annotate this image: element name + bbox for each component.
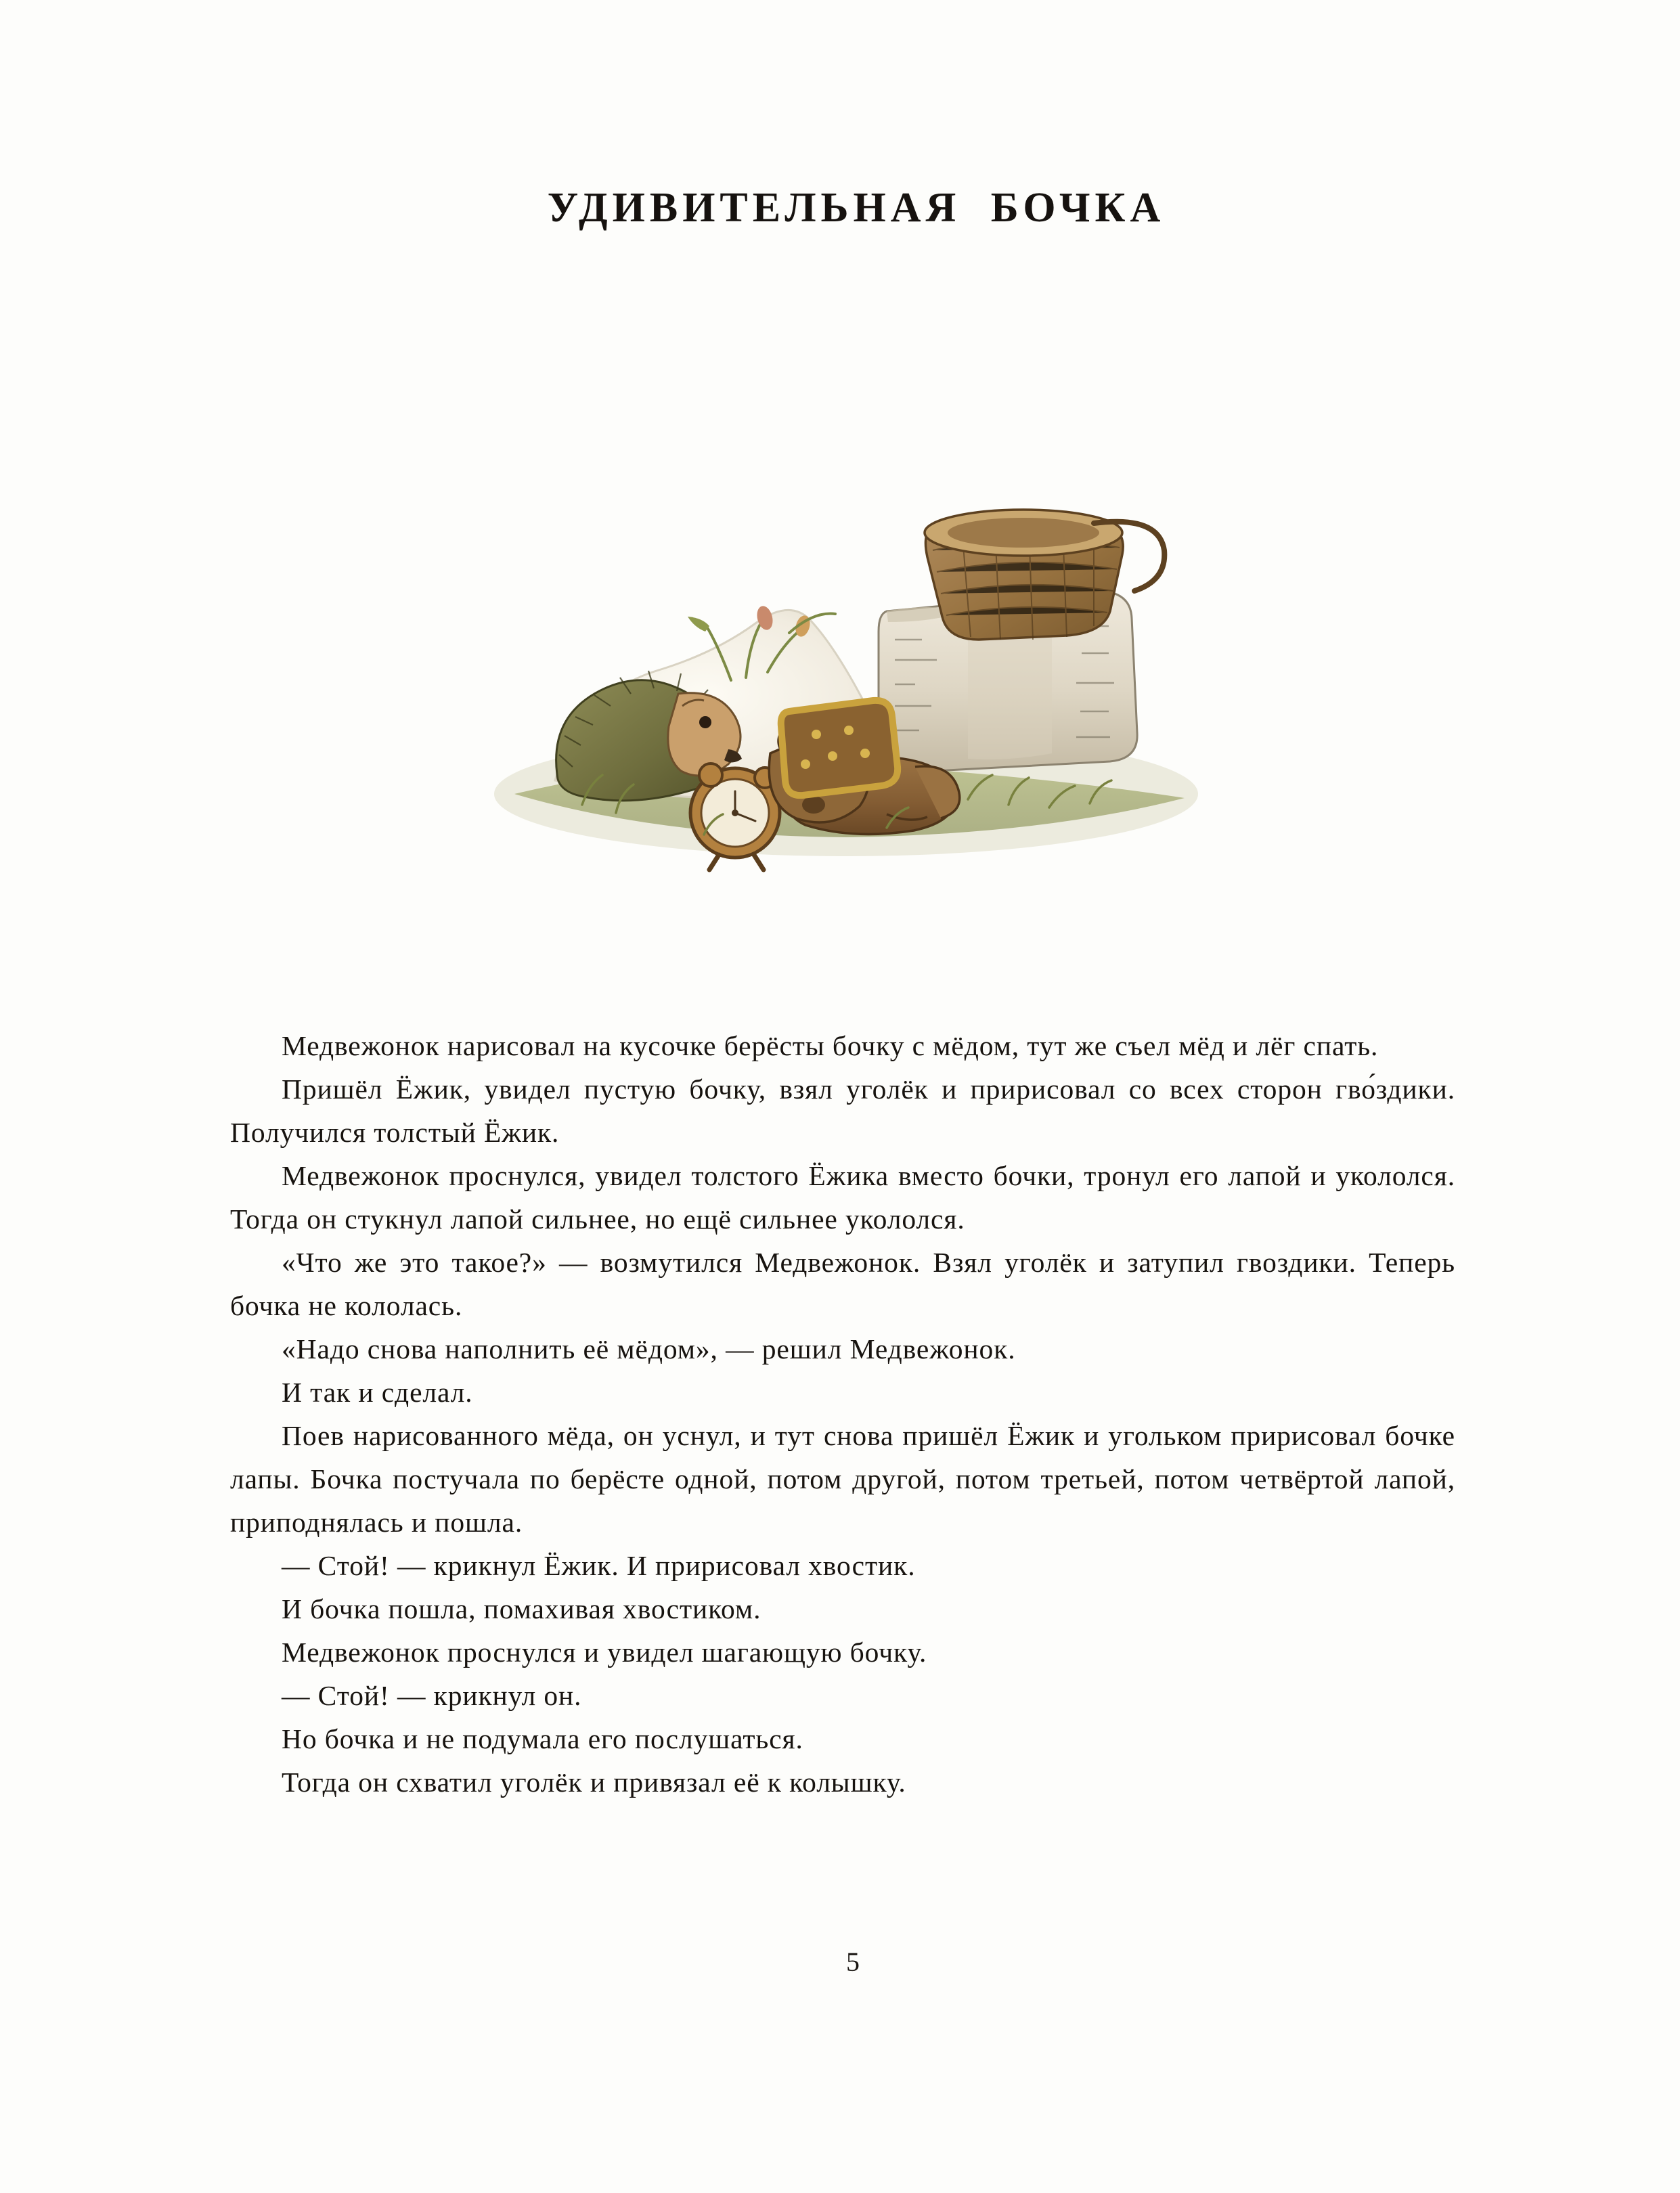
paragraph-8: — Стой! — крикнул Ёжик. И пририсовал хвостик.	[282, 1550, 916, 1581]
story-illustration	[413, 388, 1293, 929]
paragraph-7: Поев нарисованного мёда, он уснул, и тут снова пришёл Ёжик и угольком пририсовал бочке лапы. Бочка постучала по берёсте одной, потом другой, потом третьей, потом четвёртой лапой, приподнялась и пошла.	[230, 1420, 1455, 1538]
page-content	[183, 122, 1509, 2085]
paragraph-11: — Стой! — крикнул он.	[282, 1680, 582, 1711]
paragraph-1: Медвежонок нарисовал на кусочке берёсты бочку с мёдом, тут же съел мёд и лёг спать.	[282, 1030, 1379, 1061]
paragraph-12: Но бочка и не подумала его послушаться.	[282, 1723, 803, 1754]
illustration-svg	[413, 388, 1293, 929]
paragraph-5: «Надо снова наполнить её мёдом», — решил Медвежонок.	[282, 1333, 1016, 1365]
clock-bell-left	[699, 763, 722, 787]
page-number: 5	[846, 1947, 860, 1977]
bear-muzzle	[802, 796, 825, 814]
paragraph-10: Медвежонок проснулся и увидел шагающую бочку.	[282, 1637, 927, 1668]
page-title: УДИВИТЕЛЬНАЯ БОЧКА	[547, 185, 1166, 231]
paragraph-4: «Что же это такое?» — возмутился Медвежонок. Взял уголёк и затупил гвоздики. Теперь бочка не кололась.	[230, 1247, 1455, 1321]
story-body	[230, 1024, 1455, 1804]
hedgehog-eye	[699, 716, 711, 728]
paragraph-3: Медвежонок проснулся, увидел толстого Ёжика вместо бочки, тронул его лапой и укололся. Тогда он стукнул лапой сильнее, но ещё сильнее укололся.	[230, 1160, 1455, 1235]
paragraph-2: Пришёл Ёжик, увидел пустую бочку, взял уголёк и пририсовал со всех сторон гво́здики. Получился толстый Ёжик.	[230, 1073, 1455, 1148]
paragraph-13: Тогда он схватил уголёк и привязал её к колышку.	[282, 1767, 906, 1798]
paragraph-9: И бочка пошла, помахивая хвостиком.	[282, 1593, 761, 1624]
blanket-icon	[781, 701, 898, 795]
paragraph-6: И так и сделал.	[282, 1377, 473, 1408]
